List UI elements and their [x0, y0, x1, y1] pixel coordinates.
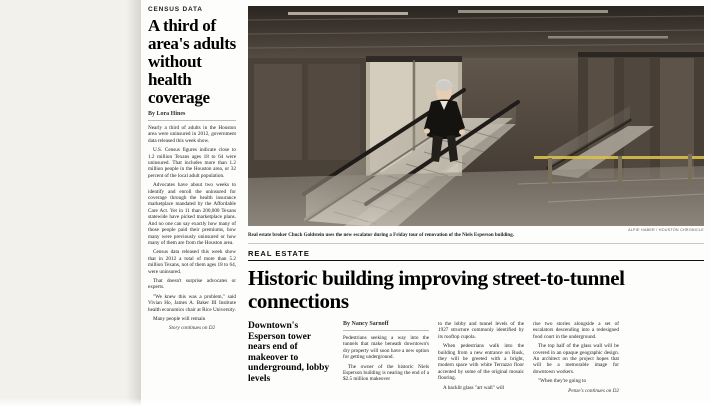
story-body	[148, 125, 236, 322]
column-subhead	[248, 321, 334, 394]
byline: By Nancy Sarnoff	[343, 321, 429, 331]
paragraph: That doesn't surprise advocates or experts.	[148, 277, 236, 291]
story-columns	[248, 321, 704, 394]
paragraph: "We knew this was a problem," said Vivian Ho, James A. Baker III Institute health economics chair at Rice University.	[148, 293, 236, 313]
story-body	[438, 321, 524, 391]
story-census	[148, 6, 236, 331]
page-gutter	[0, 0, 141, 406]
page-content	[148, 6, 704, 402]
story-subhead: Downtown's Esperson tower nears end of makeover to underground, lobby levels	[248, 321, 330, 384]
column-2	[438, 321, 524, 394]
story-kicker: CENSUS DATA	[148, 6, 203, 13]
section-label: REAL ESTATE	[248, 249, 704, 261]
page-bottom-fade	[0, 398, 710, 406]
byline: By Lora Hines	[148, 111, 236, 121]
photo-escalator	[248, 6, 704, 226]
page-title: A third of area's adults without health coverage	[148, 16, 236, 107]
paragraph: The owner of the historic Niels Esperson building is nearing the end of a $2.5 million makeover	[343, 363, 429, 383]
paragraph: Many people will remain	[153, 315, 206, 322]
paragraph: When pedestrians walk into the building from a new entrance on Rusk, they will be greeted with a bright, modern space with white Terrazzo floor accented by some of the original mosaic flooring.	[438, 343, 524, 382]
paragraph: Nearly a third of adults in the Houston area were uninsured in 2012, government data released this week show.	[148, 125, 236, 144]
photo-block	[248, 6, 704, 244]
paragraph: to the lobby and tunnel levels of the 1927 structure commonly identified by its rooftop cupola.	[438, 321, 524, 340]
paragraph: Pedestrians seeking a way into the tunnels that make beneath downtown's dry property will soon have a new option for getting underground.	[343, 335, 429, 361]
paragraph: Advocates have about two weeks to identify and enroll the uninsured for coverage through the health insurance marketplace mandated by the Affordable Care Act. Yet in 11 than 200,000 Texans statewide have picked marketplace plans. And no one can say exactly how many of those people paid their premiums, how many were previously uninsured or how many of them are from the Houston area.	[148, 182, 236, 246]
photo-caption: Real estate broker Chuck Goldstein uses the new escalator during a Friday tour of renovation of the Niels Esperson building.	[248, 232, 704, 245]
column-1	[343, 321, 429, 394]
paragraph: U.S. Census figures indicate close to 1.2 million Texans ages 18 to 64 were uninsured. That includes more than 1.2 million people in the Houston area, or 32 percent of the local adult population.	[148, 147, 236, 179]
column-3	[533, 321, 619, 394]
story-body	[343, 335, 429, 383]
gutter-shadow	[126, 0, 140, 406]
paragraph: "When they're going to	[538, 378, 587, 385]
paragraph: The top half of the glass wall will be covered in an opaque geographic design. An architect on the project hopes that will be a memorable image for downtown workers.	[533, 343, 619, 375]
paragraph: Census data released this week show that in 2012 a total of more than 5.2 million Texans, not of them ages 18 to 64, were uninsured.	[148, 249, 236, 275]
story-real-estate	[248, 249, 704, 394]
jumpline: Penze's continues on D2	[568, 387, 619, 394]
jumpline: Story continues on D2	[168, 325, 216, 332]
paragraph: rise two stories alongside a set of escalators descending into a redesigned food court in the underground.	[533, 321, 619, 340]
story-headline: Historic building improving street-to-tunnel connections	[248, 266, 625, 313]
photo-credit: ALPIE HABER / HOUSTON CHRONICLE	[628, 227, 704, 232]
paragraph: A backlit glass "art wall" will	[443, 384, 505, 391]
story-body	[533, 321, 619, 385]
